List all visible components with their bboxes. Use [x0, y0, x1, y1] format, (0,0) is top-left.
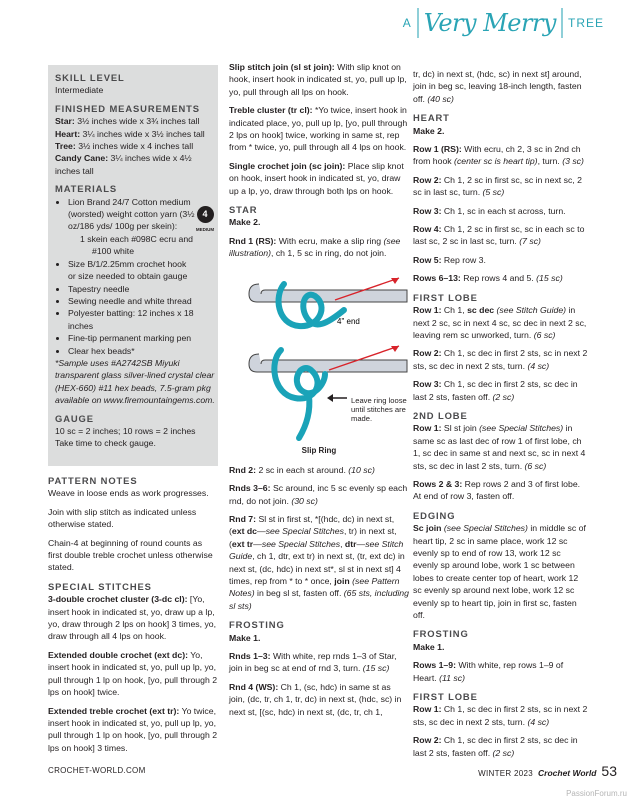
frosting-star-make: Make 1.: [229, 632, 261, 643]
material-yarn: • Lion Brand 24/7 Cotton medium (worsted) weight cotton yarn (3½ oz/186 yds/ 100g per skein): 1 skein each #098C ecru and #100 white: [68, 196, 195, 258]
first-lobe-row-3: Row 3: Ch 1, sc dec in first 2 sts, sc dec in last 2 sts, fasten off. (2 sc): [413, 379, 578, 402]
star-make: Make 2.: [229, 217, 261, 228]
header-suffix: TREE: [567, 16, 604, 30]
first-lobe-2-heading: FIRST LOBE: [413, 691, 478, 703]
material-batting: • Polyester batting: 12 inches x 18 inches: [68, 307, 195, 332]
page-number: 53: [601, 763, 617, 779]
leave-ring-label: Leave ring loose until stitches are made.: [351, 395, 407, 423]
first-lobe-row-1: Row 1: Ch 1, sc dec (see Stitch Guide) in next 2 sc, sc in next 4 sc, sc dec in next 2 sc, leaving rem sc unworked, turn. (6 sc): [413, 305, 587, 340]
second-lobe-rows-2-3: Rows 2 & 3: Rep rows 2 and 3 of first lobe. At end of row 3, fasten off.: [413, 478, 581, 502]
first-lobe-2-row-1: Row 1: Ch 1, sc dec in first 2 sts, sc in next 2 sts, sc dec in next 2 sts, turn. (4 sc): [413, 704, 588, 727]
gauge-line-2: Take time to check gauge.: [55, 438, 156, 449]
footer-issue: WINTER 2023: [478, 769, 534, 778]
measurement-candy-cane: Candy Cane: 3¼ inches wide x 4½ inches tall: [55, 153, 192, 176]
star-heading: STAR: [229, 204, 258, 216]
special-stitch-tr-cl: Treble cluster (tr cl): *Yo twice, insert hook in indicated place, yo, pull up lp, [yo, pull through 2 lps on hook] twice, working in same st, rep from * twice, yo, pull through all 4 lps on hook.: [229, 105, 408, 153]
second-lobe-heading: 2ND LOBE: [413, 409, 468, 421]
footer-website: CROCHET-WORLD.COM: [48, 766, 146, 775]
pattern-note: Join with slip stitch as indicated unless otherwise stated.: [48, 506, 197, 530]
end-label: 4" end: [337, 316, 360, 326]
frosting-heart-heading: FROSTING: [413, 628, 469, 640]
star-rnd-1: Rnd 1 (RS): With ecru, make a slip ring (see illustration), ch 1, 5 sc in ring, do not join.: [229, 235, 401, 259]
special-stitch-ext-dc: Extended double crochet (ext dc): Yo, insert hook in indicated st, yo, pull up lp, yo, pull through 1 lp on hook, [yo, pull through 2 lps on hook] twice.: [48, 649, 218, 698]
heart-row-2: Row 2: Ch 1, 2 sc in first sc, sc in next sc, 2 sc in last sc, turn. (5 sc): [413, 174, 582, 198]
special-stitch-sl-st-join: Slip stitch join (sl st join): With slip knot on hook, insert hook in indicated st, yo, pull up lp, yo, pull through all lps on hook.: [229, 62, 407, 97]
pattern-note: Chain-4 at beginning of round counts as first double treble crochet unless otherwise stated.: [48, 537, 213, 573]
header-title: Very Merry: [423, 9, 556, 37]
materials-list-wrap: [55, 196, 215, 357]
yarn-weight-icon: [195, 206, 215, 357]
heart-row-5: Row 5: Rep row 3.: [413, 254, 486, 265]
special-stitch-sc-join: Single crochet join (sc join): Place slip knot on hook, insert hook in indicated st, yo, draw up a lp, yo, draw through both lps on hook.: [229, 160, 404, 196]
heart-make: Make 2.: [413, 125, 445, 136]
first-lobe-row-2: Row 2: Ch 1, sc dec in first 2 sts, sc in next 2 sts, sc dec in next 2 sts, turn. (4 sc): [413, 348, 588, 371]
frosting-star-heading: FROSTING: [229, 619, 285, 631]
yarn-colors-1: 1 skein each #098C ecru and: [80, 233, 194, 244]
heart-row-3: Row 3: Ch 1, sc in each st across, turn.: [413, 205, 566, 216]
second-lobe-row-1: Row 1: Sl st join (see Special Stitches) in same sc as last dec of row 1 of first lobe, ch 1, sc dec in same st and next sc, sc in next 4 sts, sc dec in last 2 sts, turn. (6 sc): [413, 423, 586, 471]
header-divider: [561, 8, 563, 38]
star-rnd-7: Rnd 7: Sl st in first st, *[(hdc, dc) in next st, (ext dc—see Special Stitches, tr) in next st, (ext tr—see Special Stitches, dtr—see Stitch Guide, ch 1, dtr, ext tr) in next st, (tr, ext dc) in next st, (dc, hdc) in next st*, sl st in next st] 4 times, rep from * to * once, join (see Pattern Notes) in beg sl st, fasten off. (65 sts, including sl sts): [229, 513, 409, 611]
first-lobe-2-row-2: Row 2: Ch 1, sc dec in first 2 sts, sc dec in last 2 sts, fasten off. (2 sc): [413, 735, 578, 758]
magazine-section-header: [403, 0, 633, 46]
materials-list: [55, 196, 195, 357]
footer-magazine: Crochet World: [538, 768, 597, 778]
special-stitches-heading: SPECIAL STITCHES: [48, 580, 152, 592]
special-stitch-ext-tr: Extended treble crochet (ext tr): Yo twice, insert hook in indicated st, yo, pull up lp, yo, pull through 1 lp on hook, [yo, pull through 2 lps on hook] 3 times.: [48, 705, 218, 753]
watermark: PassionForum.ru: [566, 789, 627, 798]
slip-ring-illustration: [229, 266, 409, 458]
pattern-notes-section: [48, 475, 218, 754]
heart-heading: HEART: [413, 112, 450, 124]
special-stitch-3dc-cl: 3-double crochet cluster (3-dc cl): [Yo, insert hook in indicated st, yo, draw up a lp, yo, draw through 2 lps on hook] 3 times, yo, draw through all 4 lps on hook.: [48, 594, 217, 642]
header-prefix: A: [402, 16, 412, 30]
heart-row-4: Row 4: Ch 1, 2 sc in first sc, sc in each sc to last sc, 2 sc in last sc, turn. (7 sc): [413, 224, 585, 247]
measurement-heart: Heart: 3¼ inches wide x 3½ inches tall: [55, 128, 205, 139]
edging-text: Sc join (see Special Stitches) in middle sc of heart tip, 2 sc in same place, work 12 sc evenly sp to end of row 13, work 12 sc evenly sp around lobe, work 1 sc between lobes to create center top of heart, work 12 sc evenly sp around next lobe, work 12 sc evenly sp to heart tip, join in first sc, fasten off.: [413, 523, 586, 621]
frosting-rnd-4: Rnd 4 (WS): Ch 1, (sc, hdc) in same st as join, (dc, tr, ch 1, tr, dc) in next st, (hdc, sc) in next st, [(sc, hdc) in next st, (dc, tr, ch 1,: [229, 681, 402, 717]
measurement-tree: Tree: 3½ inches wide x 4 inches tall: [55, 141, 194, 152]
heart-rows-6-13: Rows 6–13: Rep rows 4 and 5. (15 sc): [413, 273, 563, 284]
pattern-note: Weave in loose ends as work progresses.: [48, 488, 209, 499]
material-beads: • Clear hex beads*: [68, 345, 195, 357]
material-sewing-needle: • Sewing needle and white thread: [68, 295, 195, 307]
yarn-weight-number: 4: [197, 206, 214, 223]
yarn-weight-label: MEDIUM: [195, 226, 215, 232]
edging-heading: EDGING: [413, 509, 456, 521]
frosting-heart-rows-1-9: Rows 1–9: With white, rep rows 1–9 of Heart. (11 sc): [413, 660, 564, 683]
frosting-rnds-1-3: Rnds 1–3: With white, rep rnds 1–3 of Star, join in beg sc at end of rnd 3, turn. (15 sc): [229, 650, 397, 674]
measurement-star: Star: 3½ inches wide x 3¾ inches tall: [55, 116, 200, 127]
material-marking-pen: • Fine-tip permanent marking pen: [68, 332, 195, 344]
header-divider: [417, 8, 419, 38]
materials-sidebar-content: [55, 72, 215, 450]
heart-row-1: Row 1 (RS): With ecru, ch 2, 3 sc in 2nd ch from hook (center sc is heart tip), turn. (3 sc): [413, 144, 584, 167]
materials-note: *Sample uses #A2742SB Miyuki transparent glass silver-lined crystal clear (HEX-660) #11 hex beads, 7.5-gram pkg available on www.firemountaingems.com.: [55, 357, 215, 406]
star-rnd-2: Rnd 2: 2 sc in each st around. (10 sc): [229, 464, 375, 475]
pattern-notes-heading: PATTERN NOTES: [48, 475, 138, 486]
materials-heading: MATERIALS: [55, 183, 118, 195]
yarn-colors-2: #100 white: [92, 246, 135, 257]
material-hook: • Size B/1/2.25mm crochet hook or size needed to obtain gauge: [68, 258, 195, 283]
frosting-rnd-4-continued: tr, dc) in next st, (hdc, sc) in next st] around, join in beg sc, leaving 18-inch length, fasten off. (40 sc): [413, 69, 582, 104]
first-lobe-heading: FIRST LOBE: [413, 291, 478, 303]
gauge-heading: GAUGE: [55, 412, 94, 424]
material-tapestry-needle: • Tapestry needle: [68, 283, 195, 295]
column-2: [229, 61, 409, 718]
skill-heading: SKILL LEVEL: [55, 72, 125, 83]
star-rnds-3-6: Rnds 3–6: Sc around, inc 5 sc evenly sp each rnd, do not join. (30 sc): [229, 483, 408, 506]
slip-ring-caption: Slip Ring: [301, 446, 337, 456]
measurements-heading: FINISHED MEASUREMENTS: [55, 102, 200, 114]
frosting-heart-make: Make 1.: [413, 641, 445, 652]
column-3: [413, 68, 588, 759]
footer-right: [478, 763, 617, 779]
gauge-line-1: 10 sc = 2 inches; 10 rows = 2 inches: [55, 425, 196, 436]
skill-level: Intermediate: [55, 85, 104, 96]
